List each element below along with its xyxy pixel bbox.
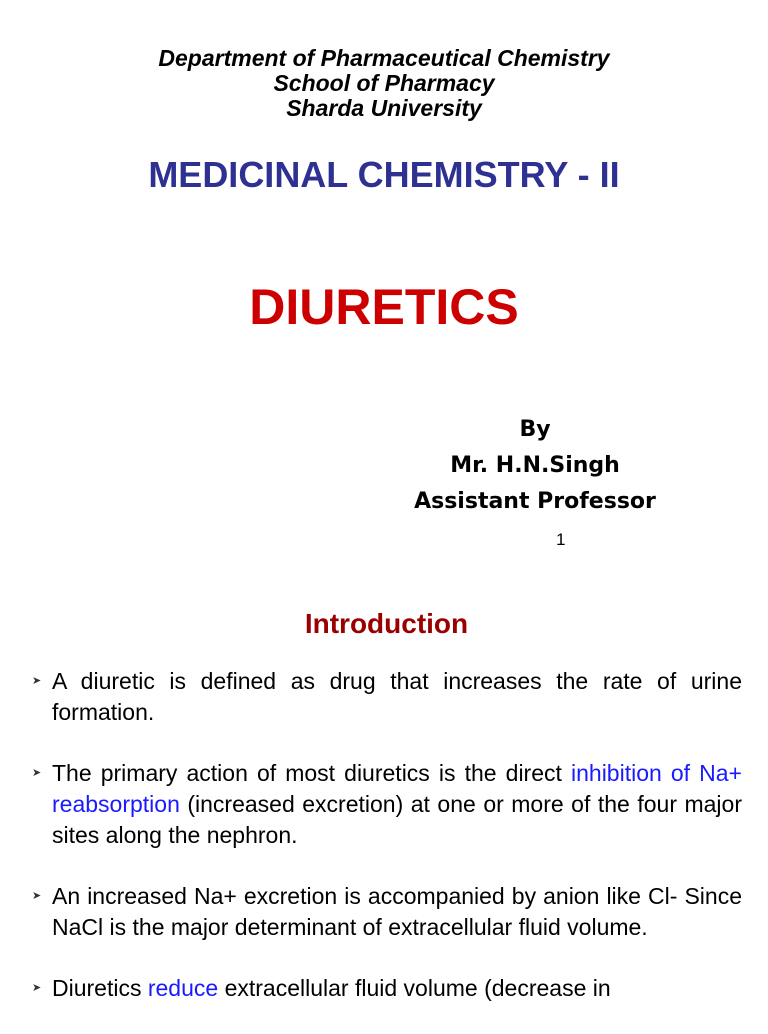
bullet-text: A diuretic is defined as drug that increases the rate of urine formation. [52, 668, 742, 725]
list-item [32, 881, 742, 943]
introduction-slide [0, 580, 768, 1024]
arrowhead-bullet-icon: ➤ [32, 767, 42, 779]
list-item [32, 973, 742, 1004]
bullet-highlight: reduce [147, 975, 219, 1001]
page-number: 1 [556, 530, 566, 549]
bullet-text-after: (increased excretion) at one or more of the four major sites along the nephron. [52, 791, 742, 848]
bullet-text: An increased Na+ excretion is accompanied by anion like Cl- Since NaCl is the major determinant of extracellular fluid volume. [52, 883, 742, 940]
bullet-text-before: The primary action of most diuretics is the direct [52, 760, 571, 786]
list-item [32, 758, 742, 851]
introduction-title: Introduction [304, 608, 469, 639]
arrowhead-bullet-icon: ➤ [32, 675, 42, 687]
by-label: By [519, 417, 551, 442]
department-name: Department of Pharmaceutical Chemistry [158, 45, 610, 71]
bullet-highlight: inhibition of Na+ reabsorption [52, 760, 742, 817]
author-designation: Assistant Professor [414, 489, 656, 514]
course-title: MEDICINAL CHEMISTRY - II [148, 154, 620, 195]
author-block [380, 412, 690, 520]
bullet-list [32, 666, 742, 1034]
list-item [32, 666, 742, 728]
school-name: School of Pharmacy [273, 70, 495, 96]
institution-block [0, 46, 768, 121]
bullet-text-before: Diuretics [52, 975, 148, 1001]
author-name: Mr. H.N.Singh [450, 453, 620, 478]
arrowhead-bullet-icon: ➤ [32, 982, 42, 994]
bullet-text-after: extracellular fluid volume (decrease in [218, 975, 611, 1001]
arrowhead-bullet-icon: ➤ [32, 890, 42, 902]
university-name: Sharda University [286, 95, 482, 121]
topic-title: DIURETICS [249, 279, 519, 335]
